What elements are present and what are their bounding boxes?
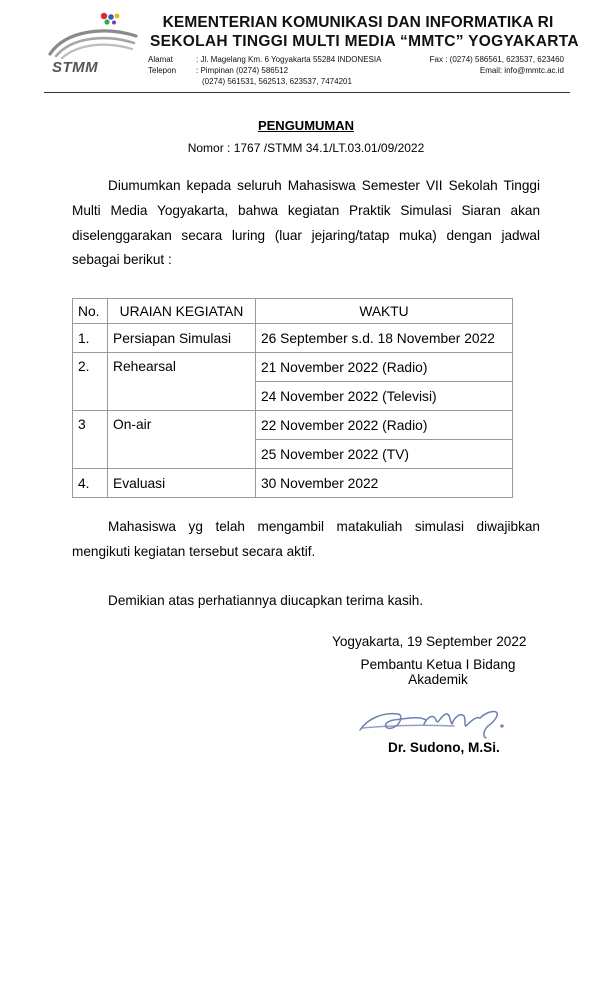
schedule-table [72,298,513,498]
header-no: No. [73,299,108,324]
row-activity: Evaluasi [108,469,256,498]
table-row [73,324,513,353]
signer-name: Dr. Sudono, M.Si. [388,740,500,755]
table-header-row [73,299,513,324]
row-number: 4. [73,469,108,498]
email-address: Email: info@mmtc.ac.id [479,66,564,75]
table-row [73,411,513,440]
row-activity: On-air [108,411,256,469]
row-time: 21 November 2022 (Radio) [256,353,513,382]
header-time: WAKTU [256,299,513,324]
address-label: Alamat [148,55,173,64]
thanks-paragraph: Demikian atas perhatiannya diucapkan terima kasih. [108,593,424,608]
closing-paragraph: Mahasiswa yg telah mengambil matakuliah simulasi diwajibkan mengikuti kegiatan tersebut secara aktif. [72,519,540,559]
row-activity: Persiapan Simulasi [108,324,256,353]
intro-paragraph: Diumumkan kepada seluruh Mahasiswa Semester VII Sekolah Tinggi Multi Media Yogyakarta, bahwa kegiatan Praktik Simulasi Siaran akan diselenggarakan secara luring (luar jejaring/tatap muka) dengan jadwal sebagai berikut : [72,178,540,268]
row-time: 24 November 2022 (Televisi) [256,382,513,411]
phone-value-1: : Pimpinan (0274) 586512 [196,66,289,75]
place-date: Yogyakarta, 19 September 2022 [332,634,527,649]
signer-position-line-1: Pembantu Ketua I Bidang [360,657,516,672]
row-time: 25 November 2022 (TV) [256,440,513,469]
announcement-title: PENGUMUMAN [257,118,355,133]
row-number: 2. [73,353,108,411]
phone-label: Telepon [148,66,177,75]
row-time: 22 November 2022 (Radio) [256,411,513,440]
stmm-logo-icon [44,10,144,76]
logo-text: STMM [52,59,99,76]
letterhead-title-line-1: KEMENTERIAN KOMUNIKASI DAN INFORMATIKA RI [162,14,554,31]
announcement-number: Nomor : 1767 /STMM 34.1/LT.03.01/09/2022 [187,141,425,155]
table-row [73,353,513,382]
row-number: 1. [73,324,108,353]
row-number: 3 [73,411,108,469]
row-activity: Rehearsal [108,353,256,411]
row-time: 30 November 2022 [256,469,513,498]
table-row [73,469,513,498]
header-activity: URAIAN KEGIATAN [108,299,256,324]
handwritten-signature [354,700,514,740]
signer-position-line-2: Akademik [408,672,468,687]
fax-number: Fax : (0274) 586561, 623537, 623460 [429,55,564,64]
row-time: 26 September s.d. 18 November 2022 [256,324,513,353]
letterhead-divider [44,92,570,93]
phone-value-2: (0274) 561531, 562513, 623537, 7474201 [202,77,352,86]
letterhead-title-line-2: SEKOLAH TINGGI MULTI MEDIA “MMTC” YOGYAKARTA [150,33,579,50]
address-value: : Jl. Magelang Km. 6 Yogyakarta 55284 INDONESIA [196,55,382,64]
